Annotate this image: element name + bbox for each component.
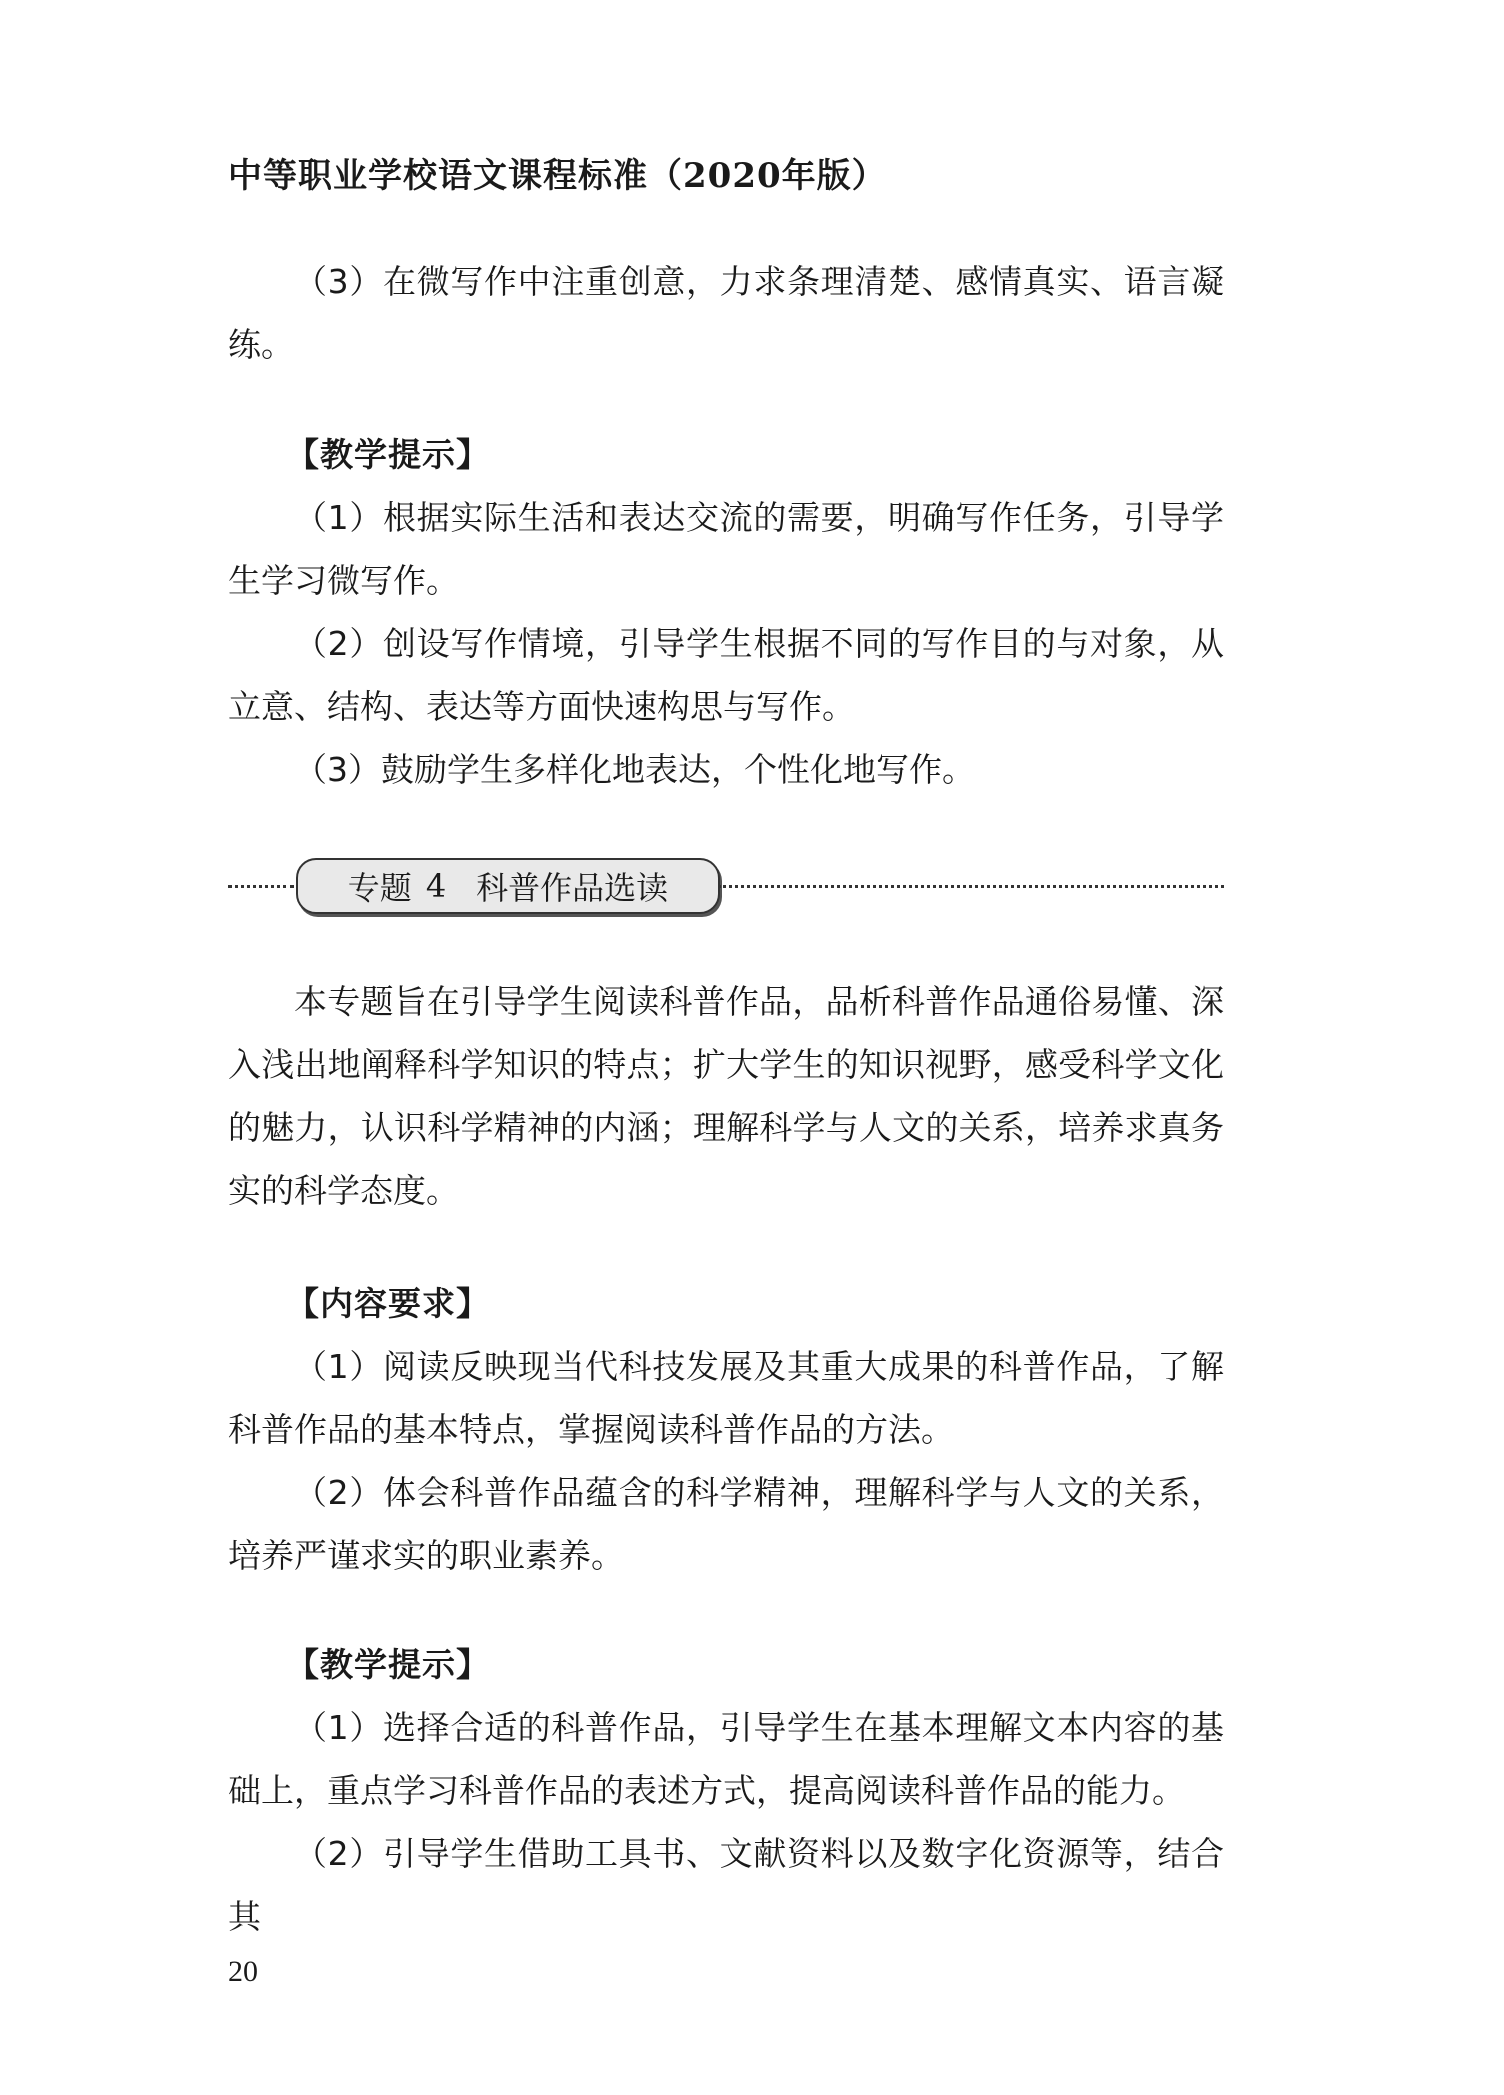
paragraph: （2）引导学生借助工具书、文献资料以及数字化资源等，结合其 [228, 1834, 1224, 1936]
section-heading: 【教学提示】 [286, 435, 490, 474]
topic-title-badge [296, 858, 720, 914]
paragraph: （2）体会科普作品蕴含的科学精神，理解科学与人文的关系，培养严谨求实的职业素养。 [228, 1473, 1224, 1575]
section-heading: 【内容要求】 [286, 1284, 490, 1323]
paragraph: 本专题旨在引导学生阅读科普作品，品析科普作品通俗易懂、深入浅出地阐释科学知识的特点；扩大学生的知识视野，感受科学文化的魅力，认识科学精神的内涵；理解科学与人文的关系，培养求真务实的科学态度。 [228, 982, 1224, 1210]
page-number: 20 [228, 1955, 258, 1988]
running-head: 中等职业学校语文课程标准（2020年版） [228, 156, 887, 196]
teaching-tips-section [228, 423, 1224, 801]
topic-prefix: 专题 [347, 869, 412, 907]
section-heading: 【教学提示】 [286, 1645, 490, 1684]
paragraph: （3）在微写作中注重创意，力求条理清楚、感情真实、语言凝练。 [228, 262, 1224, 364]
dotted-rule-right [718, 885, 1224, 888]
content-requirements-section [228, 1272, 1224, 1587]
paragraph: （2）创设写作情境，引导学生根据不同的写作目的与对象，从立意、结构、表达等方面快速构思与写作。 [228, 624, 1224, 726]
dotted-rule-left [228, 885, 294, 888]
topic-title: 科普作品选读 [476, 869, 669, 907]
topic-banner [228, 858, 1224, 914]
paragraph: （3）鼓励学生多样化地表达，个性化地写作。 [294, 750, 975, 789]
writing-requirements-continued [228, 250, 1224, 376]
topic-introduction [228, 970, 1224, 1222]
teaching-tips-section-2 [228, 1633, 1224, 1948]
topic-number: 4 [425, 867, 447, 905]
paragraph: （1）选择合适的科普作品，引导学生在基本理解文本内容的基础上，重点学习科普作品的表述方式，提高阅读科普作品的能力。 [228, 1708, 1224, 1810]
paragraph: （1）根据实际生活和表达交流的需要，明确写作任务，引导学生学习微写作。 [228, 498, 1224, 600]
paragraph: （1）阅读反映现当代科技发展及其重大成果的科普作品，了解科普作品的基本特点，掌握阅读科普作品的方法。 [228, 1347, 1224, 1449]
